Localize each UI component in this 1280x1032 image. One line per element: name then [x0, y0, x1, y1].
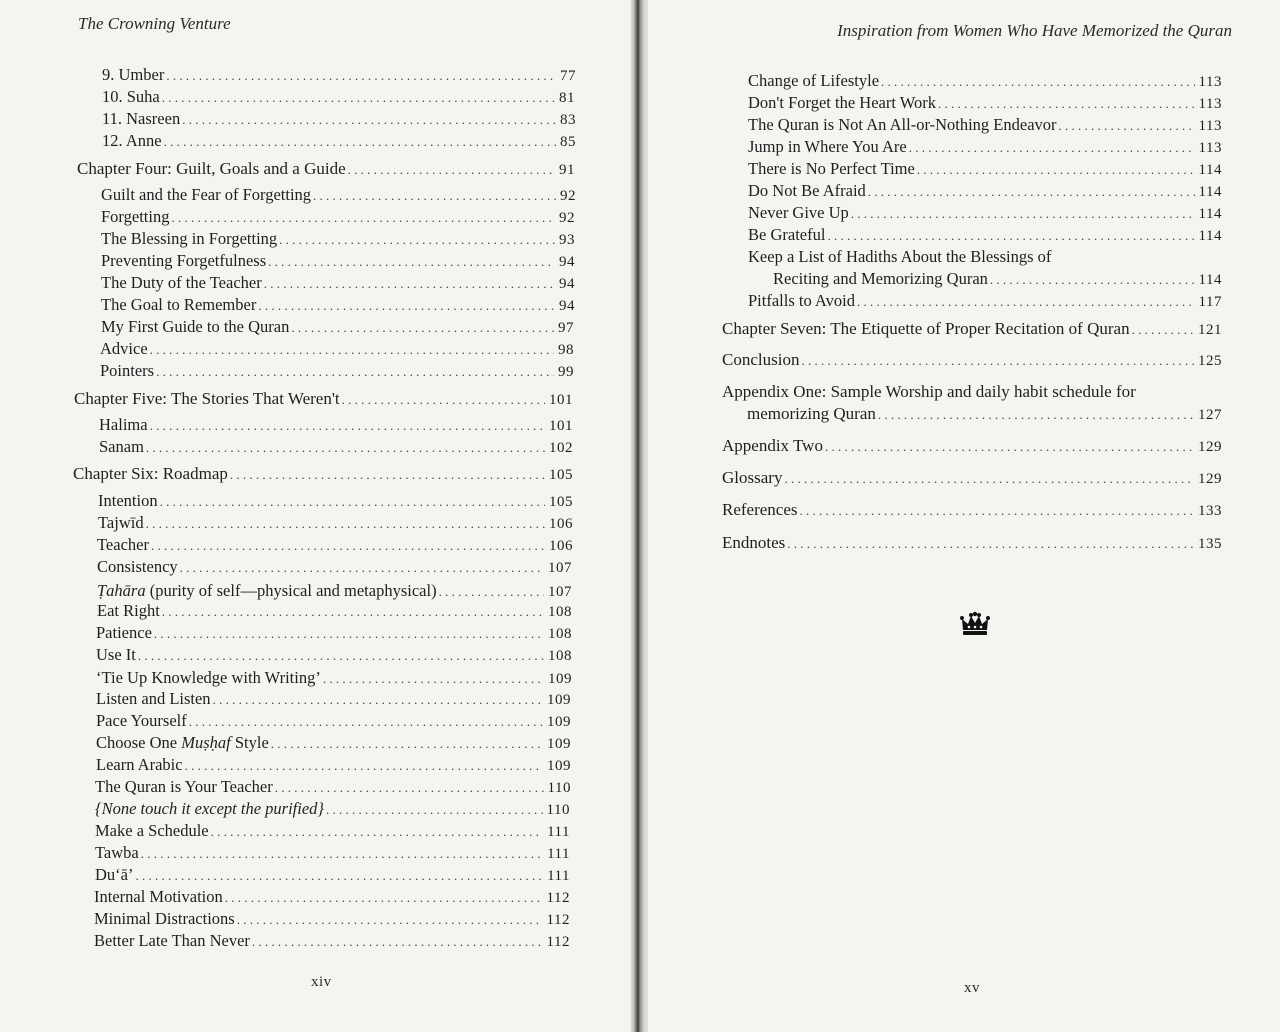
toc-entry[interactable] [748, 114, 1222, 136]
right-page-number: xv [964, 980, 980, 996]
toc-page-number: 121 [1198, 322, 1222, 338]
toc-page-number: 94 [559, 276, 575, 292]
toc-entry-label: Appendix One: Sample Worship and daily habit schedule for [722, 382, 1136, 401]
toc-entry[interactable] [95, 864, 570, 886]
toc-page-number: 113 [1198, 140, 1222, 156]
toc-page-number: 85 [560, 134, 576, 150]
dot-leader [1059, 115, 1195, 136]
toc-entry-label: 11. Nasreen [102, 109, 181, 128]
toc-entry-label: 9. Umber [102, 65, 165, 84]
toc-entry[interactable] [97, 534, 573, 556]
toc-entry[interactable] [748, 158, 1222, 180]
toc-page-number: 114 [1198, 206, 1222, 222]
toc-entry-label: Change of Lifestyle [748, 71, 880, 90]
toc-entry-label: Ṭahāra (purity of self—physical and metaphysical) [97, 581, 437, 600]
left-running-head: The Crowning Venture [78, 14, 231, 33]
dot-leader [275, 777, 544, 798]
toc-chapter-entry[interactable] [77, 158, 575, 180]
toc-page-number: 108 [548, 626, 572, 642]
dot-leader [162, 87, 555, 108]
dot-leader [258, 295, 555, 316]
dot-leader [171, 207, 555, 228]
toc-page-number: 108 [548, 604, 572, 620]
toc-entry[interactable] [748, 70, 1222, 92]
toc-chapter-entry[interactable] [722, 532, 1222, 554]
toc-entry[interactable] [102, 130, 576, 152]
toc-entry[interactable] [96, 710, 571, 732]
toc-page-number: 114 [1198, 184, 1222, 200]
toc-page-number: 109 [548, 671, 572, 687]
toc-entry[interactable] [773, 268, 1222, 290]
toc-page-number: 111 [547, 868, 570, 884]
toc-entry-label: Advice [100, 339, 148, 358]
toc-entry[interactable] [748, 202, 1222, 224]
toc-entry-label: Be Grateful [748, 225, 826, 244]
toc-entry-label: Pace Yourself [96, 711, 187, 730]
toc-page-number: 113 [1198, 96, 1222, 112]
toc-entry-label: Conclusion [722, 350, 800, 369]
dot-leader [268, 251, 555, 272]
toc-entry[interactable] [97, 556, 572, 578]
toc-entry[interactable] [97, 600, 572, 622]
dot-leader [160, 491, 545, 512]
toc-entry-label: ‘Tie Up Knowledge with Writing’ [96, 668, 321, 687]
toc-entry[interactable] [101, 272, 575, 294]
toc-entry-label: Chapter Four: Guilt, Goals and a Guide [77, 159, 346, 178]
toc-entry[interactable] [100, 360, 574, 382]
toc-page-number: 112 [546, 934, 570, 950]
dot-leader [851, 203, 1195, 224]
dot-leader [252, 931, 543, 952]
dot-leader [154, 623, 544, 644]
toc-page-number: 106 [549, 516, 573, 532]
toc-chapter-entry[interactable] [722, 318, 1222, 340]
toc-entry-label: Tawba [95, 843, 139, 862]
toc-entry-label: Chapter Five: The Stories That Weren't [74, 389, 340, 408]
dot-leader [189, 711, 543, 732]
toc-entry-label: Use It [96, 645, 136, 664]
dot-leader [909, 137, 1195, 158]
toc-entry[interactable] [95, 798, 570, 820]
toc-entry[interactable] [99, 414, 573, 436]
toc-entry-label: Sanam [99, 437, 144, 456]
toc-page-number: 114 [1198, 272, 1222, 288]
toc-entry-label: Teacher [97, 535, 149, 554]
dot-leader [801, 350, 1194, 371]
toc-page-number: 99 [558, 364, 574, 380]
dot-leader [825, 436, 1194, 457]
toc-entry-label: Don't Forget the Heart Work [748, 93, 937, 112]
toc-entry-label: 10. Suha [102, 87, 160, 106]
dot-leader [237, 909, 543, 930]
crown-icon [960, 611, 990, 637]
dot-leader [135, 865, 543, 886]
toc-entry-label: Reciting and Memorizing Quran [773, 269, 988, 288]
toc-page-number: 110 [547, 780, 571, 796]
toc-page-number: 91 [559, 162, 575, 178]
dot-leader [827, 225, 1194, 246]
toc-entry-label: 12. Anne [102, 131, 162, 150]
dot-leader [141, 843, 543, 864]
dot-leader [146, 437, 545, 458]
dot-leader [313, 185, 556, 206]
toc-page-number: 107 [548, 584, 572, 600]
dot-leader [182, 109, 556, 130]
toc-entry[interactable] [94, 908, 570, 930]
dot-leader [138, 645, 544, 666]
toc-entry-label: The Duty of the Teacher [101, 273, 262, 292]
toc-entry-label: Endnotes [722, 533, 786, 552]
dot-leader [166, 65, 556, 86]
toc-entry[interactable] [101, 250, 575, 272]
toc-entry-label: Consistency [97, 557, 178, 576]
dot-leader [800, 500, 1194, 521]
toc-entry-label: Guilt and the Fear of Forgetting [101, 185, 312, 204]
dot-leader [156, 361, 554, 382]
toc-page-number: 92 [560, 188, 576, 204]
right-page [648, 0, 1280, 1032]
toc-entry-label: The Quran is Not An All-or-Nothing Endeavor [748, 115, 1057, 134]
dot-leader [439, 581, 544, 602]
toc-entry-label: Jump in Where You Are [748, 137, 907, 156]
dot-leader [146, 513, 545, 534]
toc-entry-label: Du‘ā’ [95, 865, 134, 884]
dot-leader [164, 131, 556, 152]
toc-page-number: 107 [548, 560, 572, 576]
toc-entry[interactable] [100, 338, 574, 360]
toc-page-number: 111 [547, 846, 570, 862]
dot-leader [264, 273, 555, 294]
toc-entry[interactable] [748, 290, 1222, 312]
dot-leader [150, 415, 545, 436]
toc-entry[interactable] [748, 92, 1222, 114]
toc-entry[interactable] [101, 294, 575, 316]
toc-entry[interactable] [96, 732, 571, 754]
dot-leader [213, 689, 543, 710]
toc-entry-label: The Quran is Your Teacher [95, 777, 273, 796]
toc-page-number: 135 [1198, 536, 1222, 552]
dot-leader [990, 269, 1195, 290]
dot-leader [180, 557, 544, 578]
toc-entry[interactable] [98, 490, 573, 512]
dot-leader [230, 464, 545, 485]
toc-page-number: 108 [548, 648, 572, 664]
toc-entry-label: Make a Schedule [95, 821, 209, 840]
toc-entry[interactable] [94, 886, 570, 908]
toc-entry[interactable] [96, 644, 572, 666]
toc-page-number: 133 [1198, 503, 1222, 519]
dot-leader [150, 339, 554, 360]
toc-page-number: 111 [547, 824, 570, 840]
toc-chapter-entry[interactable] [747, 403, 1222, 425]
toc-entry[interactable] [97, 580, 572, 602]
toc-entry-label: Better Late Than Never [94, 931, 250, 950]
toc-page-number: 113 [1198, 118, 1222, 134]
toc-entry-label: Preventing Forgetfulness [101, 251, 267, 270]
toc-page-number: 112 [546, 890, 570, 906]
dot-leader [279, 229, 555, 250]
toc-chapter-entry[interactable] [722, 435, 1222, 457]
toc-entry-label: My First Guide to the Quran [101, 317, 290, 336]
dot-leader [326, 799, 543, 820]
toc-entry-label: Learn Arabic [96, 755, 183, 774]
toc-page-number: 81 [559, 90, 575, 106]
dot-leader [868, 181, 1195, 202]
toc-page-number: 77 [560, 68, 576, 84]
toc-chapter-entry[interactable] [73, 463, 573, 485]
toc-page-number: 83 [560, 112, 576, 128]
toc-entry[interactable] [96, 622, 572, 644]
dot-leader [1132, 319, 1194, 340]
dot-leader [323, 668, 544, 689]
dot-leader [225, 887, 543, 908]
toc-page-number: 127 [1198, 407, 1222, 423]
dot-leader [291, 317, 554, 338]
toc-page-number: 109 [547, 692, 571, 708]
toc-entry[interactable] [102, 64, 576, 86]
dot-leader [185, 755, 543, 776]
dot-leader [151, 535, 545, 556]
dot-leader [857, 291, 1195, 312]
dot-leader [271, 733, 543, 754]
toc-page-number: 102 [549, 440, 573, 456]
toc-chapter-entry[interactable] [74, 388, 573, 410]
toc-entry-label: Tajwīd [98, 513, 144, 532]
toc-entry-label: Eat Right [97, 601, 160, 620]
toc-entry[interactable] [96, 667, 572, 689]
toc-page-number: 98 [558, 342, 574, 358]
toc-entry-label: Intention [98, 491, 158, 510]
toc-page-number: 113 [1198, 74, 1222, 90]
toc-entry-label: Minimal Distractions [94, 909, 235, 928]
dot-leader [917, 159, 1195, 180]
dot-leader [211, 821, 543, 842]
toc-page-number: 109 [547, 736, 571, 752]
dot-leader [938, 93, 1195, 114]
toc-entry-label: Patience [96, 623, 152, 642]
toc-page-number: 97 [558, 320, 574, 336]
toc-entry-label: The Blessing in Forgetting [101, 229, 278, 248]
toc-page-number: 109 [547, 714, 571, 730]
toc-entry[interactable] [101, 184, 576, 206]
toc-entry-label: Pitfalls to Avoid [748, 291, 855, 310]
toc-page-number: 94 [559, 298, 575, 314]
toc-entry-label: Pointers [100, 361, 155, 380]
toc-entry-label: Glossary [722, 468, 783, 487]
toc-entry[interactable] [95, 820, 570, 842]
toc-entry[interactable] [98, 512, 573, 534]
toc-entry[interactable] [94, 930, 570, 952]
toc-page-number: 129 [1198, 439, 1222, 455]
toc-entry-label: Chapter Six: Roadmap [73, 464, 228, 483]
toc-entry-label: {None touch it except the purified} [95, 799, 325, 818]
toc-entry[interactable] [95, 842, 570, 864]
toc-chapter-entry[interactable] [722, 499, 1222, 521]
toc-entry[interactable] [96, 688, 571, 710]
toc-entry-label: Halima [99, 415, 148, 434]
toc-entry[interactable] [748, 180, 1222, 202]
toc-entry-label: The Goal to Remember [101, 295, 257, 314]
toc-entry-label: Chapter Seven: The Etiquette of Proper Recitation of Quran [722, 319, 1130, 338]
dot-leader [787, 533, 1194, 554]
right-running-head: Inspiration from Women Who Have Memorized the Quran [837, 21, 1232, 40]
dot-leader [348, 159, 555, 180]
toc-page-number: 92 [559, 210, 575, 226]
toc-entry-label: Appendix Two [722, 436, 823, 455]
toc-page-number: 114 [1198, 228, 1222, 244]
toc-entry-label: Listen and Listen [96, 689, 211, 708]
toc-page-number: 105 [549, 494, 573, 510]
toc-entry[interactable] [748, 136, 1222, 158]
toc-entry-label: Never Give Up [748, 203, 849, 222]
toc-page-number: 105 [549, 467, 573, 483]
toc-page-number: 101 [549, 418, 573, 434]
toc-entry[interactable] [96, 754, 571, 776]
dot-leader [881, 71, 1195, 92]
dot-leader [342, 389, 545, 410]
toc-page-number: 110 [546, 802, 570, 818]
toc-entry[interactable] [102, 86, 575, 108]
toc-entry-label: Do Not Be Afraid [748, 181, 866, 200]
toc-page-number: 112 [546, 912, 570, 928]
toc-page-number: 101 [549, 392, 573, 408]
toc-page-number: 93 [559, 232, 575, 248]
dot-leader [878, 404, 1194, 425]
toc-entry[interactable] [748, 224, 1222, 246]
left-page [0, 0, 637, 1032]
left-page-number: xiv [311, 974, 332, 990]
toc-entry[interactable] [101, 206, 575, 228]
toc-entry[interactable] [101, 316, 574, 338]
toc-page-number: 94 [559, 254, 575, 270]
toc-entry-label: References [722, 500, 798, 519]
toc-page-number: 106 [549, 538, 573, 554]
toc-entry[interactable] [95, 776, 571, 798]
dot-leader [784, 468, 1194, 489]
toc-entry[interactable] [102, 108, 576, 130]
toc-entry-label: Choose One Muṣḥaf Style [96, 733, 269, 752]
toc-entry-label: Internal Motivation [94, 887, 223, 906]
toc-page-number: 125 [1198, 353, 1222, 369]
dot-leader [162, 601, 544, 622]
toc-page-number: 117 [1198, 294, 1222, 310]
toc-entry[interactable] [99, 436, 573, 458]
toc-chapter-entry[interactable] [722, 467, 1222, 489]
toc-entry-label: There is No Perfect Time [748, 159, 915, 178]
toc-entry-label: Keep a List of Hadiths About the Blessings of [748, 247, 1052, 266]
toc-page-number: 129 [1198, 471, 1222, 487]
toc-page-number: 114 [1198, 162, 1222, 178]
toc-entry-label: memorizing Quran [747, 404, 876, 423]
toc-chapter-entry[interactable] [722, 349, 1222, 371]
toc-entry[interactable] [101, 228, 575, 250]
toc-entry-label: Forgetting [101, 207, 170, 226]
toc-page-number: 109 [547, 758, 571, 774]
